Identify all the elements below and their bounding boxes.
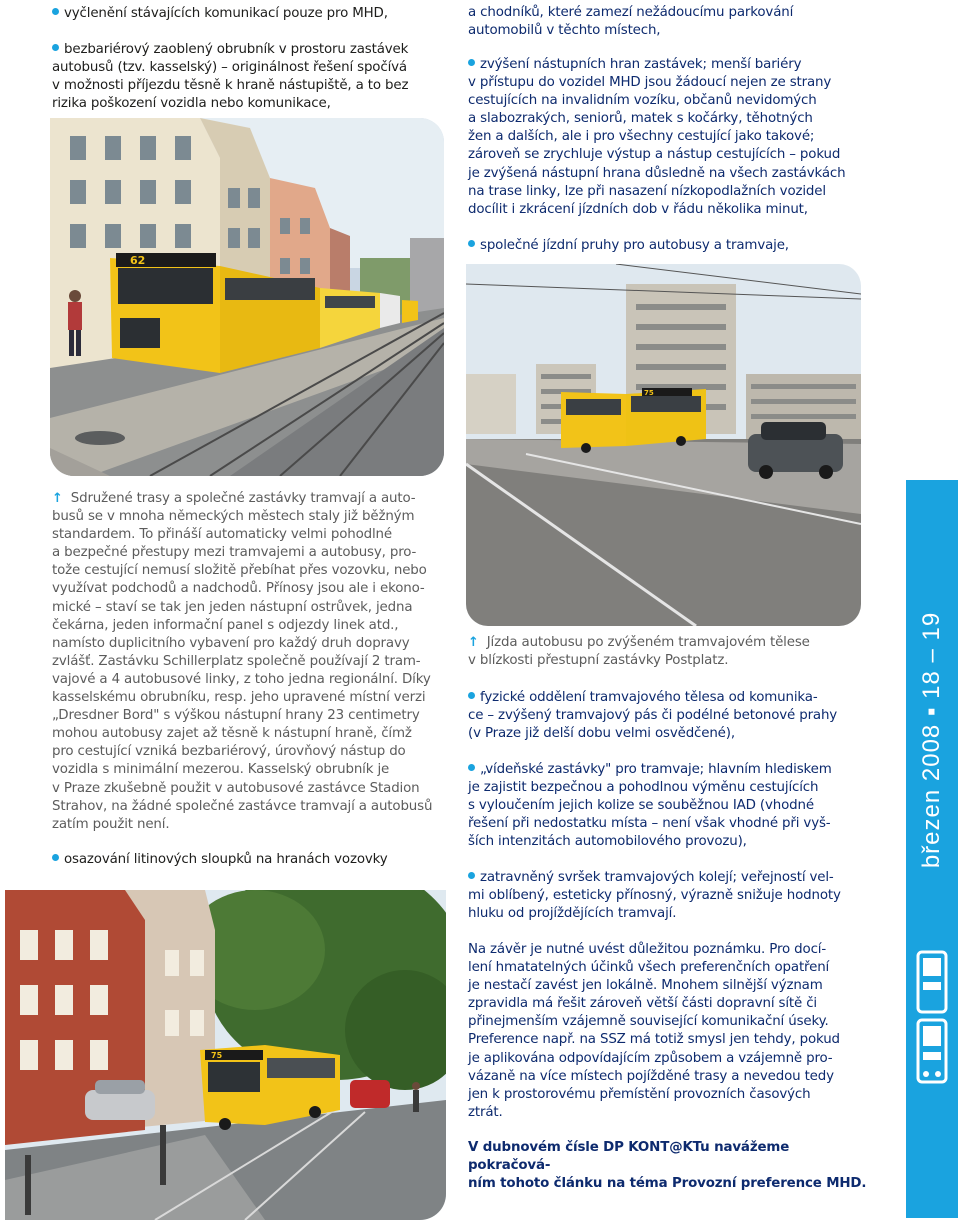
sidewalk-line-1: a chodníků, které zamezí nežádoucímu parkování <box>468 5 794 20</box>
caption2-line-1: ↑ Jízda autobusu po zvýšeném tramvajovém tělese <box>468 635 810 650</box>
caption-postplatz <box>468 634 868 670</box>
svg-text:75: 75 <box>644 389 654 397</box>
caption-line-11: vajové a 4 autobusové linky, z toho jedna regionální. Díky <box>52 671 431 687</box>
caption-line-6: využívat podchodů a nadchodů. Přínosy jsou ale i ekono- <box>52 581 425 597</box>
caption2-line-2: v blízkosti přestupní zastávky Postplatz. <box>468 653 729 669</box>
bullet-shared-lanes: společné jízdní pruhy pro autobusy a tramvaje, <box>468 237 789 255</box>
bus-line-number-62: 62 <box>130 254 146 267</box>
bullet-physical-separation <box>468 689 868 743</box>
conclusion-line-9: jen k prostorovému přemístění provozních časových <box>468 1086 811 1102</box>
platforms-line-6: zároveň se zrychluje výstup a nástup cestujících – pokud <box>468 147 841 163</box>
bullet-cast-iron-posts: osazování litinových sloupků na hranách vozovky <box>52 851 388 869</box>
caption-line-12: kasselskému obrubníku, resp. jeho upravené místní verzi <box>52 690 426 706</box>
yellow-articulated-bus <box>561 388 706 453</box>
caption-line-5: tože cestující nemusí složitě přebíhat přes vozovku, nebo <box>52 563 427 579</box>
platforms-line-3: cestujících na invalidním vozíku, občanů nevidomých <box>468 93 817 109</box>
caption-line-10: zvlášť. Zastávku Schillerplatz společně používají 2 tram- <box>52 653 421 669</box>
caption-shared-stops <box>52 490 444 834</box>
arrow-up-icon: ↑ <box>52 491 63 506</box>
conclusion-line-4: zpravidla má řešit zároveň větší části dopravní sítě či <box>468 996 817 1012</box>
conclusion-line-6: Preference např. na SSZ má totiž smysl jen tehdy, pokud <box>468 1032 840 1048</box>
caption-line-17: v Praze zkušebně použit v autobusové zastávce Stadion <box>52 780 420 796</box>
note-line-2: ním tohoto článku na téma Provozní preference MHD. <box>468 1176 867 1192</box>
caption-line-9: namísto duplicitního vybavení pro každý druh dopravy <box>52 635 410 651</box>
kassel-line-4: rizika poškození vozidla nebo komunikace, <box>52 96 331 112</box>
caption-line-18: Strahov, na žádné společné zastávce tramvají a autobusů <box>52 798 433 814</box>
vienna-line-4: řešení při nedostatku místa – není však vhodné při vyš- <box>468 816 831 832</box>
bullet-kassel-curb <box>52 41 444 113</box>
kassel-line-2: autobusů (tzv. kasselský) – originálnost řešení spočívá <box>52 60 407 76</box>
caption-line-2: busů se v mnoha německých městech staly již běžným <box>52 509 415 525</box>
caption-line-4: a bezpečné přestupy mezi tramvajemi a autobusy, pro- <box>52 545 417 561</box>
platforms-line-8: na trase linky, lze při nasazení nízkopodlažních vozidel <box>468 183 826 199</box>
kassel-line-1: bezbariérový zaoblený obrubník v prostoru zastávek <box>52 41 444 59</box>
conclusion-line-3: je nestačí zavést jen lokálně. Mnohem silnější význam <box>468 978 823 994</box>
caption-line-15: pro cestující vzniká bezbariérový, úrovňový nástup do <box>52 744 406 760</box>
note-line-1: V dubnovém čísle DP KONT@KTu navážeme pokračová- <box>468 1140 790 1174</box>
sidewalk-line-2: automobilů v těchto místech, <box>468 23 661 39</box>
separation-line-2: ce – zvýšený tramvajový pás či podélné betonové prahy <box>468 708 838 724</box>
bullet-vienna-stops <box>468 761 868 851</box>
vienna-line-5: ších intenzitách automobilového provozu), <box>468 834 747 850</box>
platforms-line-2: v přístupu do vozidel MHD jsou žádoucí nejen ze strany <box>468 75 832 91</box>
caption-line-7: mické – staví se tak jen jeden nástupní ostrůvek, jedna <box>52 599 413 615</box>
bullet-raised-platforms <box>468 56 868 219</box>
bus-tram-icon <box>914 950 950 1090</box>
conclusion-line-8: vázaně na více místech pojížděné trasy a nevedou tedy <box>468 1068 834 1084</box>
platforms-line-4: a slabozrakých, seniorů, matek s kočárky, těhotných <box>468 111 813 127</box>
grass-line-3: hluku od projíždějících tramvají. <box>468 906 677 922</box>
conclusion-line-1: Na závěr je nutné uvést důležitou poznámku. Pro docí- <box>468 942 827 957</box>
caption-line-3: standardem. To přináší automaticky velmi pohodlné <box>52 527 392 543</box>
platforms-line-1: zvýšení nástupních hran zastávek; menší bariéry <box>468 56 868 74</box>
caption-line-14: mohou autobusy zajet až těsně k nástupní hraně, čímž <box>52 726 412 742</box>
bullet-grass-track <box>468 869 868 923</box>
caption-line-16: vozidla s minimální mezerou. Kasselský obrubník je <box>52 762 390 778</box>
conclusion-line-7: je aplikována odpovídajícím způsobem a vzájemně pro- <box>468 1050 833 1066</box>
conclusion-line-5: přinejmenším vzájemně související komunikační úseky. <box>468 1014 829 1030</box>
arrow-up-icon: ↑ <box>468 635 479 650</box>
vienna-line-3: s vyloučením jejich kolize se souběžnou IAD (vhodné <box>468 798 814 814</box>
caption-line-8: čekárna, jeden informační panel s odjezdy linek atd., <box>52 617 399 633</box>
conclusion-paragraph <box>468 941 868 1122</box>
photo-bus-tram-track <box>466 264 861 626</box>
caption-line-1: ↑ Sdružené trasy a společné zastávky tramvají a auto- <box>52 491 416 506</box>
bullet-exclusive-roads: vyčlenění stávajících komunikací pouze pro MHD, <box>52 5 388 23</box>
bus-line-number-75: 75 <box>211 1051 223 1060</box>
platforms-line-9: docílit i zkrácení jízdních dob v řádu několika minut, <box>468 201 808 217</box>
grass-line-2: mi oblíbený, esteticky přínosný, výrazně snižuje hodnoty <box>468 888 841 904</box>
issue-date-pages: březen 2008 ▪ 18 – 19 <box>918 611 945 869</box>
kassel-line-3: v možnosti příjezdu těsně k hraně nástupiště, a to bez <box>52 78 409 94</box>
conclusion-line-2: lení hmatatelných účinků všech preferenčních opatření <box>468 960 830 976</box>
separation-line-3: (v Praze již delší dobu velmi osvědčené), <box>468 726 735 742</box>
separation-line-1: fyzické oddělení tramvajového tělesa od komunika- <box>468 689 868 707</box>
issue-sidebar <box>906 480 958 1218</box>
vienna-line-2: je zajistit bezpečnou a pohodlnou výměnu cestujících <box>468 780 819 796</box>
platforms-line-7: je zvýšená nástupní hrana důsledně na všech zastávkách <box>468 165 846 181</box>
grass-line-1: zatravněný svršek tramvajových kolejí; veřejností vel- <box>468 869 868 887</box>
continuation-sidewalks <box>468 4 868 40</box>
conclusion-line-10: ztrát. <box>468 1104 503 1120</box>
caption-line-19: zatím použit není. <box>52 816 170 832</box>
caption-line-13: „Dresdner Bord" s výškou nástupní hrany 23 centimetry <box>52 708 420 724</box>
photo-bus-town-street <box>5 890 446 1220</box>
next-issue-note <box>468 1139 868 1193</box>
photo-bus-stop-dresden <box>50 118 444 476</box>
platforms-line-5: žen a dalších, ale i pro všechny cestující jako takové; <box>468 129 815 145</box>
vienna-line-1: „vídeňské zastávky" pro tramvaje; hlavním hlediskem <box>468 761 868 779</box>
